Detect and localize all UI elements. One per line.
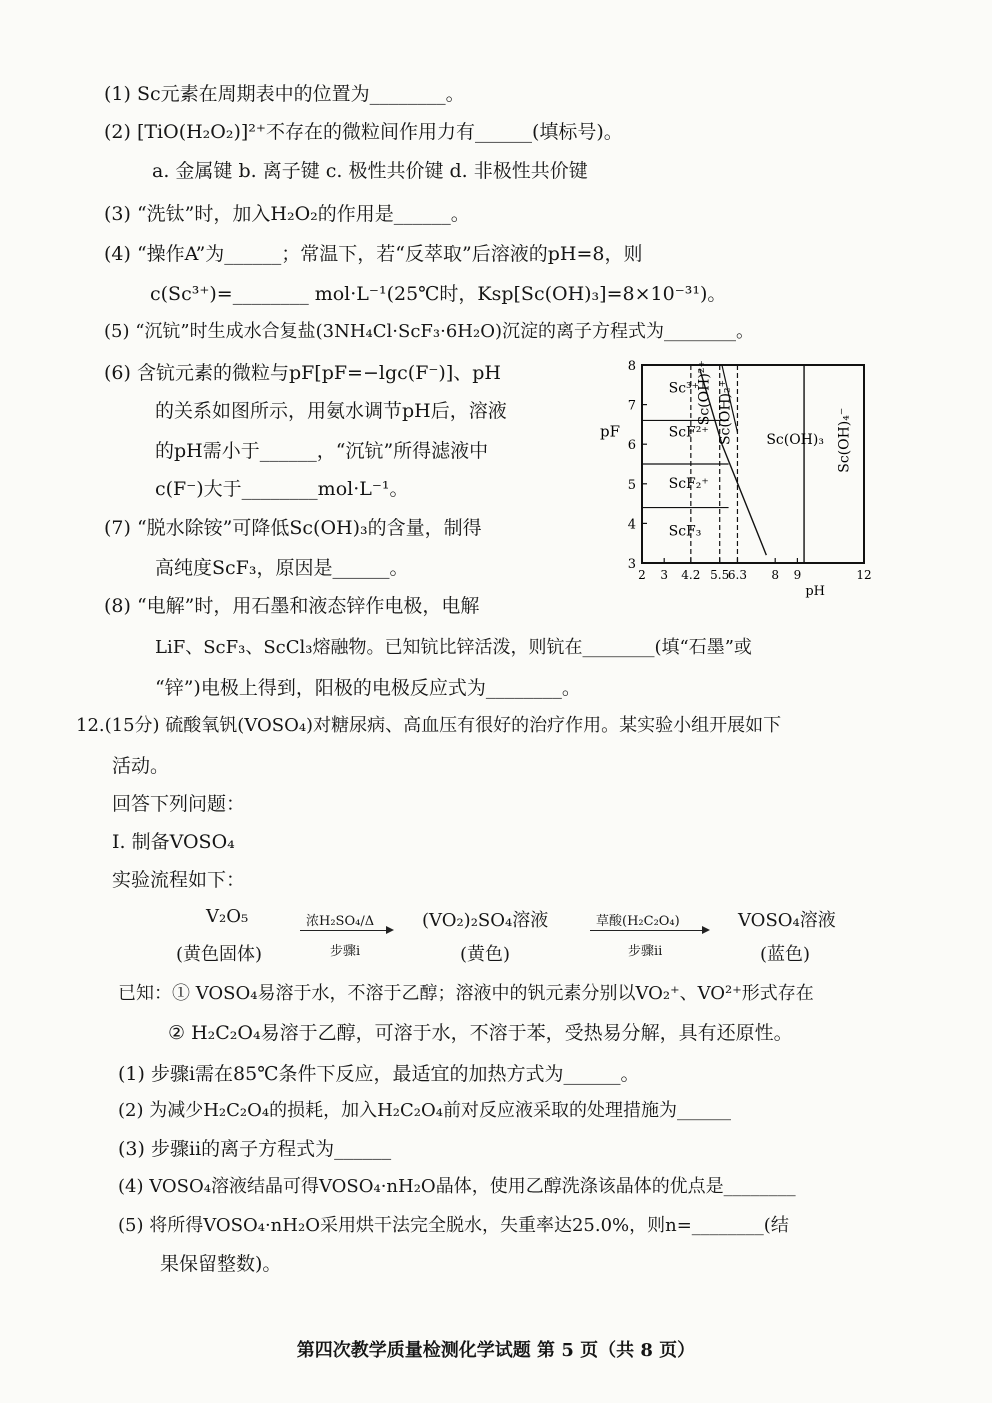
q11-6-cont2: 的pH需小于______，“沉钪”所得滤液中 [155,440,489,462]
q11-4-cont: c(Sc³⁺)=________ mol·L⁻¹(25℃时，Ksp[Sc(OH)₃]=8×10⁻³¹)。 [150,283,727,305]
x-tick-label: 2 [638,568,646,582]
q11-4: (4) “操作A”为______；常温下，若“反萃取”后溶液的pH=8，则 [104,243,643,265]
q12-4: (4) VOSO₄溶液结晶可得VOSO₄·nH₂O晶体，使用乙醇洗涤该晶体的优点是________ [118,1176,796,1197]
q11-8-cont1: LiF、ScF₃、ScCl₃熔融物。已知钪比锌活泼，则钪在________(填“石墨”或 [155,637,752,658]
y-tick-label: 8 [627,359,636,374]
q11-6-cont3: c(F⁻)大于________mol·L⁻¹。 [155,478,409,500]
x-tick-label: 9 [793,568,802,582]
q12-known-2: ② H₂C₂O₄易溶于乙醇，可溶于水，不溶于苯，受热易分解，具有还原性。 [168,1022,793,1044]
flow-voso4-note: (蓝色) [760,944,811,965]
x-tick-label: 8 [771,568,780,582]
slant-boundary-2 [722,444,766,555]
q11-7-cont: 高纯度ScF₃，原因是______。 [155,557,409,579]
y-tick-label: 3 [627,557,636,572]
q11-5: (5) “沉钪”时生成水合复盐(3NH₄Cl·ScF₃·6H₂O)沉淀的离子方程式为________。 [104,321,754,342]
species-diagram [596,355,912,605]
species-label: Sc(OH)₂⁺ [717,379,734,446]
flow-step-1: 步骤ⅰ [330,944,361,959]
species-label: Sc(OH)₄⁻ [836,407,853,473]
page-footer: 第四次教学质量检测化学试题 第 5 页（共 8 页） [296,1340,696,1361]
flow-reagent-2: 草酸(H₂C₂O₄) [596,914,680,929]
flow-reagent-1: 浓H₂SO₄/Δ [306,914,375,929]
y-tick-label: 6 [627,438,636,454]
flow-arrow-2 [590,930,708,931]
species-label: ScF²⁺ [668,424,709,441]
flow-arrow-1 [300,930,392,931]
species-label: Sc³⁺ [668,380,700,397]
flow-vo2-so4: (VO₂)₂SO₄溶液 [422,910,549,931]
q12-5: (5) 将所得VOSO₄·nH₂O采用烘干法完全脱水，失重率达25.0%，则n=________(结 [118,1215,789,1236]
q11-8-cont2: “锌”)电极上得到，阳极的电极反应式为________。 [155,677,581,699]
q12-title: 12.(15分) 硫酸氧钒(VOSO₄)对糖尿病、高血压有很好的治疗作用。某实验小组开展如下 [76,715,782,736]
q12-2: (2) 为减少H₂C₂O₄的损耗，加入H₂C₂O₄前对反应液采取的处理措施为______ [118,1100,731,1121]
x-axis-label: pH [805,584,825,599]
flow-v2o5: V₂O₅ [206,906,249,927]
flow-v2o5-note: (黄色固体) [176,944,263,965]
q11-6: (6) 含钪元素的微粒与pF[pF=−lgc(F⁻)]、pH [104,362,501,384]
x-tick-label: 3 [660,568,669,582]
q12-1: (1) 步骤ⅰ需在85℃条件下反应，最适宜的加热方式为______。 [118,1063,640,1085]
y-tick-label: 5 [627,477,636,493]
q12-flow-intro: 实验流程如下： [112,869,246,891]
q11-2: (2) [TiO(H₂O₂)]²⁺不存在的微粒间作用力有______(填标号)。 [104,121,623,143]
q12-5-cont: 果保留整数)。 [160,1253,282,1275]
q12-part1-heading: Ⅰ. 制备VOSO₄ [112,831,235,853]
species-label: ScF₂⁺ [668,475,709,492]
flow-step-2: 步骤ⅱ [628,944,663,959]
q11-2-options: a. 金属键 b. 离子键 c. 极性共价键 d. 非极性共价键 [152,160,588,182]
x-tick-label: 6.3 [727,568,748,582]
x-tick-label: 5.5 [710,568,730,582]
q11-1: (1) Sc元素在周期表中的位置为________。 [104,83,465,105]
q12-prompt: 回答下列问题： [112,793,246,815]
species-label: Sc(OH)₃ [766,432,824,449]
q11-8: (8) “电解”时，用石墨和液态锌作电极，电解 [104,595,480,617]
q11-6-cont1: 的关系如图所示，用氨水调节pH后，溶液 [155,400,507,422]
q12-3: (3) 步骤ⅱ的离子方程式为______ [118,1138,392,1160]
q12-known-1: 已知：① VOSO₄易溶于水，不溶于乙醇；溶液中的钒元素分别以VO₂⁺、VO²⁺形式存在 [118,983,814,1004]
x-tick-label: 12 [856,568,872,582]
species-diagram-svg [596,355,912,605]
flow-voso4: VOSO₄溶液 [738,910,836,931]
y-axis-label: pF [600,422,621,441]
q11-7: (7) “脱水除铵”可降低Sc(OH)₃的含量，制得 [104,517,482,539]
y-tick-label: 7 [627,398,636,414]
x-tick-label: 4.2 [681,568,701,582]
species-label: Sc(OH)²⁺ [696,360,713,426]
flow-vo2-so4-note: (黄色) [460,944,511,965]
q11-3: (3) “洗钛”时，加入H₂O₂的作用是______。 [104,203,470,225]
y-tick-label: 4 [627,517,636,533]
q12-title-cont: 活动。 [112,755,170,777]
species-label: ScF₃ [668,523,702,540]
